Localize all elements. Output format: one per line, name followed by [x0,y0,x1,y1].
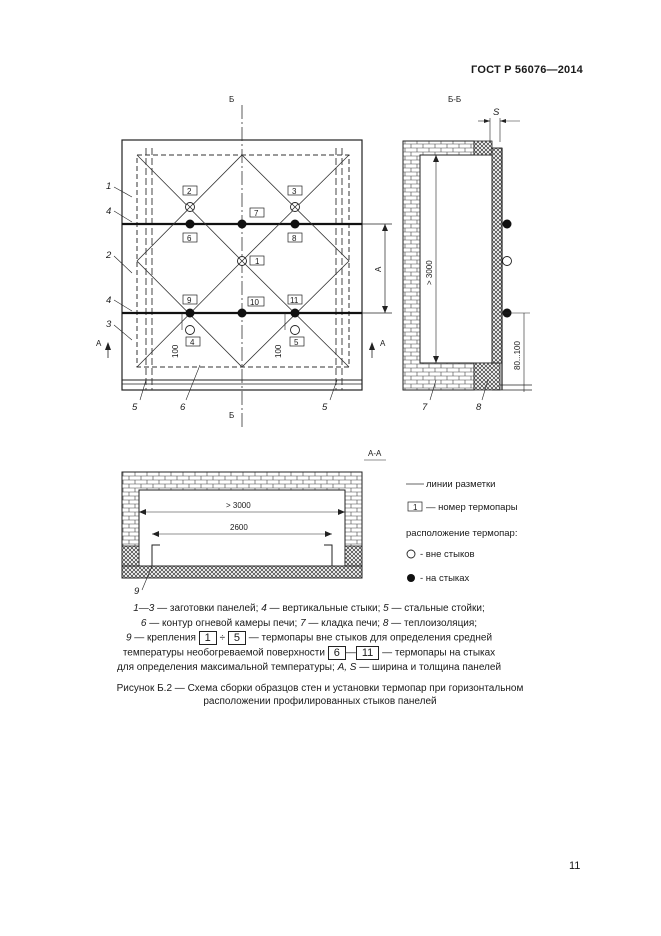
legend-marking-lines: линии разметки [426,479,496,490]
dim-a-label: А [374,266,383,272]
note-text: — заготовки панелей; [154,603,262,614]
thermocouple-10-marker [238,309,247,318]
callout-1: 1 [106,181,112,192]
legend-at-joints: - на стыках [420,573,470,584]
notes-line-4 [64,646,554,661]
bb-joint-thermocouple-upper [503,220,512,229]
thermocouple-11-marker [291,309,300,318]
aa-dim-2600: 2600 [230,523,248,532]
note-text: — ширина и толщина панелей [356,662,502,674]
note-box-1: 1 [199,631,217,645]
tc-label-5: 5 [294,338,299,347]
callout-3: 3 [106,319,112,330]
thermocouple-5-marker [291,326,300,335]
thermocouple-number-labels [187,187,299,347]
callout-9: 9 [134,586,140,597]
legend-thermo-number: — номер термопары [426,502,518,513]
bb-outside-thermocouple [503,257,512,266]
tc-label-6: 6 [187,234,192,243]
callout-7: 7 [422,402,428,413]
note-ref-a-s: А, S [337,662,357,674]
tc-label-2: 2 [187,187,192,196]
legend [406,479,518,584]
figure-caption-line-1: Рисунок Б.2 — Схема сборки образцов стен и установки термопар при горизонтальном [116,683,524,694]
section-aa [122,449,386,597]
aa-insulation-right [345,546,362,568]
insulation-bottom [474,363,500,390]
thermocouples-on-joints [186,220,300,318]
front-view [96,95,392,430]
notes-line-3 [64,631,554,646]
tc-label-8: 8 [292,234,297,243]
section-bb-title: Б-Б [448,95,462,104]
note-text: для определения максимальной температуры; [116,662,338,674]
aa-bracket-left [152,545,160,566]
legend-filled-circle-icon [407,574,415,582]
note-ref-4: 4 [261,603,267,614]
cut-mark-a-right: А [380,339,386,348]
callout-8: 8 [476,402,482,413]
figure-caption-line-2: расположении профилированных стыков панелей [203,696,437,707]
note-text: ÷ [216,632,228,644]
callout-5-left: 5 [132,402,138,413]
insulation-top [474,141,492,155]
note-ref-9: 9 [125,632,132,644]
aa-insulation-left [122,546,139,568]
thermocouple-7-marker [238,220,247,229]
bb-dim-gt3000: > 3000 [425,260,434,285]
kiln-chamber [420,155,492,363]
note-text: — термопары вне стыков для определения средней [245,632,493,644]
note-ref-7: 7 [300,617,306,629]
note-box-5: 5 [228,631,246,645]
dim-80-100: 80...100 [513,341,522,370]
tc-label-1: 1 [255,257,260,266]
figure-caption [40,682,600,708]
note-text: — вертикальные стыки; [266,603,384,614]
aa-dim-gt3000: > 3000 [226,501,251,510]
standard-header: ГОСТ Р 56076—2014 [471,64,583,76]
aa-bracket-right [324,545,332,566]
callout-5-right: 5 [322,402,328,413]
note-text: — контур огневой камеры печи; [146,617,301,629]
legend-placement-title: расположение термопар: [406,528,518,539]
tc-label-3: 3 [292,187,297,196]
thermocouple-8-marker [291,220,300,229]
thermocouple-number-boxes [183,186,304,346]
callout-4-lower: 4 [106,295,112,306]
note-ref-1-3: 1—3 [133,603,155,614]
panel-section [492,148,502,363]
tc-label-10: 10 [250,298,259,307]
legend-outside-joints: - вне стыков [420,549,475,560]
note-text: температуры необогреваемой поверхности [122,647,328,659]
dim-100-left: 100 [171,344,180,358]
tc-label-11: 11 [290,296,299,305]
thermocouple-9-marker [186,309,195,318]
legend-open-circle-icon [407,550,415,558]
note-text: — термопары на стыках [379,647,496,659]
tc-label-7: 7 [254,209,259,218]
tc-label-9: 9 [187,296,192,305]
dim-100-right: 100 [274,344,283,358]
note-ref-5: 5 [383,603,389,614]
legend-number-box: 1 [413,503,418,512]
tc-label-4: 4 [190,338,195,347]
section-aa-title: А-А [368,449,382,458]
notes-line-2 [64,617,554,632]
notes-line-5 [64,661,554,676]
cut-mark-a-left: А [96,339,102,348]
note-text: — крепления [131,632,199,644]
note-ref-8: 8 [382,617,389,629]
note-box-11: 11 [356,646,379,660]
callout-2: 2 [106,250,112,261]
section-bb [403,95,532,413]
thermocouple-4-marker [186,326,195,335]
note-text: — [345,647,356,659]
thermocouple-6-marker [186,220,195,229]
kiln-masonry [403,141,474,390]
cut-mark-b-bottom: Б [229,411,235,420]
cut-mark-b-top: Б [229,95,235,104]
callout-4-upper: 4 [106,206,112,217]
note-text: — стальные стойки; [388,603,485,614]
callout-6: 6 [180,402,186,413]
aa-panel [122,566,362,578]
figure-notes [64,602,554,676]
note-ref-6: 6 [140,617,147,629]
notes-line-1 [64,602,554,617]
note-text: — теплоизоляция; [388,617,478,629]
dim-s-label: S [493,107,500,118]
note-text: — кладка печи; [305,617,383,629]
page-number: 11 [569,860,581,872]
note-box-6: 6 [328,646,346,660]
